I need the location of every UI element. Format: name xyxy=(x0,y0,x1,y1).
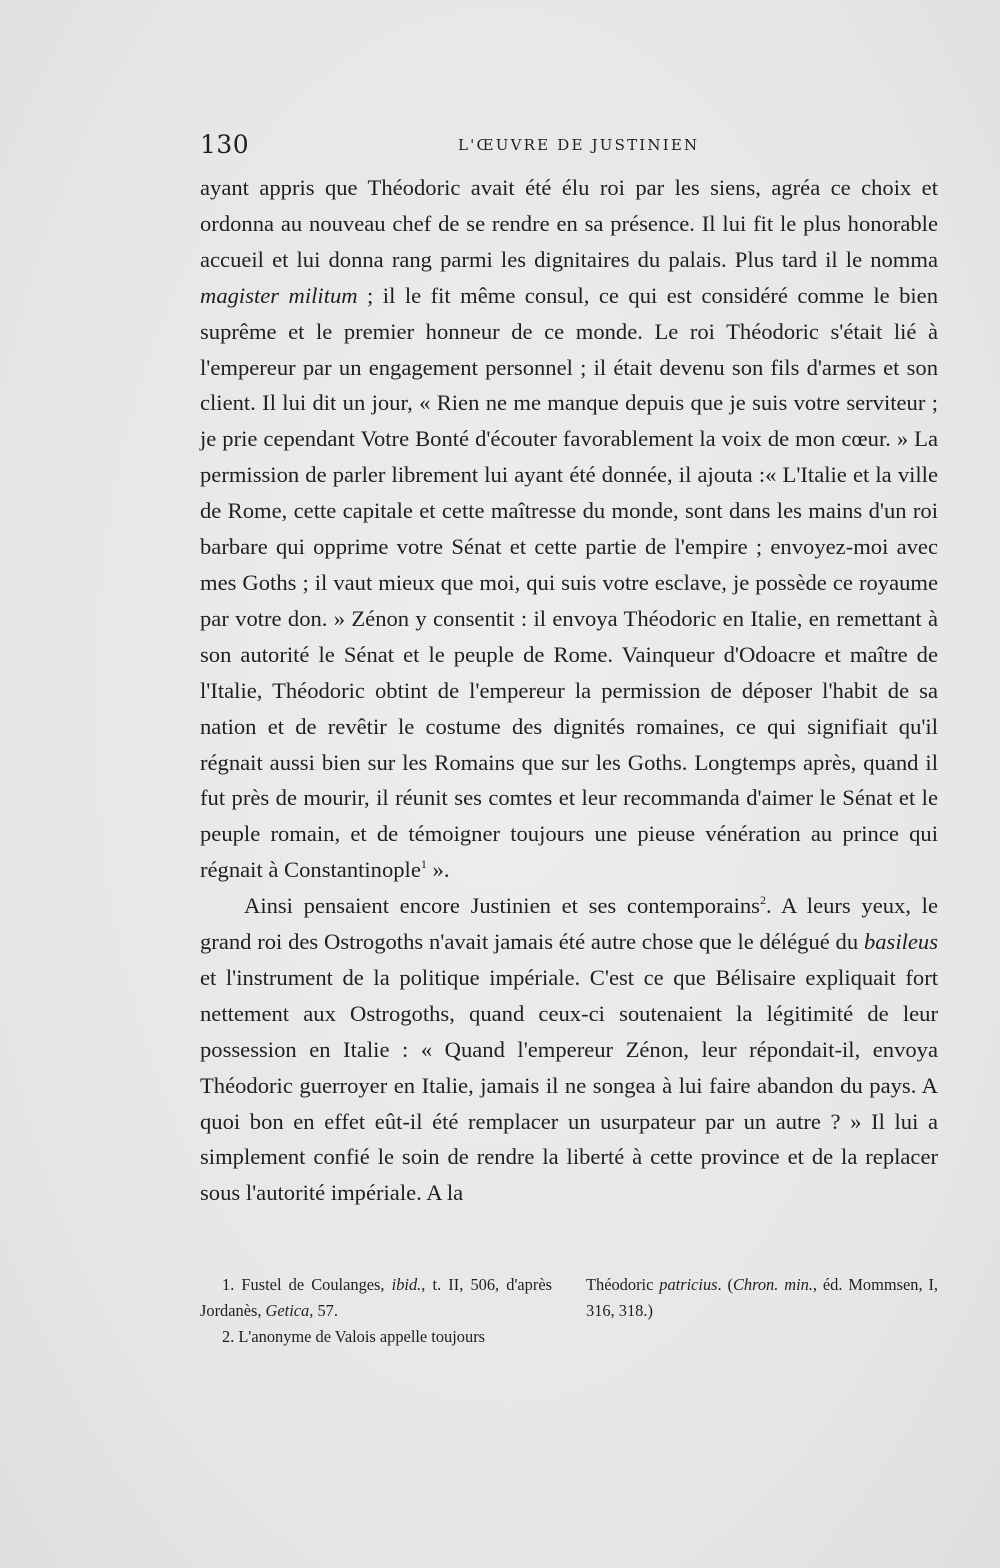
text-run: , éd. Mommsen, I, 316, 318.) xyxy=(586,1275,939,1320)
running-head: L'ŒUVRE DE JUSTINIEN xyxy=(458,136,700,154)
footnote-column-right xyxy=(586,1272,938,1350)
italic-term: magister militum xyxy=(200,282,358,308)
text-run: , t. II, 506, d'après Jordanès, xyxy=(200,1275,552,1320)
main-text xyxy=(200,170,938,1211)
page-number: 130 xyxy=(200,130,250,159)
italic-term: ibid. xyxy=(391,1275,422,1294)
text-run: ». xyxy=(426,857,450,883)
italic-term: Getica xyxy=(265,1301,310,1320)
footnote-2-continuation xyxy=(586,1272,938,1324)
italic-term: patricius xyxy=(659,1275,718,1294)
text-run: . ( xyxy=(717,1275,733,1294)
text-run: ; il le fit même consul, ce qui est considéré comme le bien suprême et le premier honneur de ce monde. Le roi Théodoric s'était lié à l'empereur par un engagement personnel ; il était devenu son fils d'armes et son client. Il lui dit un jour, « Rien ne me manque depuis que je suis votre serviteur ; je prie cependant Votre Bonté d'écouter favorablement la voix de mon cœur. » La permission de parler librement lui ayant été donnée, il ajouta :« L'Italie et la ville de Rome, cette capitale et cette maîtresse du monde, sont dans les mains d'un roi barbare qui opprime votre Sénat et cette partie de l'empire ; envoyez-moi avec mes Goths ; il vaut mieux que moi, qui suis votre esclave, je possède ce royaume par votre don. » Zénon y consentit : il envoya Théodoric en Italie, en remettant à son autorité le Sénat et le peuple de Rome. Vainqueur d'Odoacre et maître de l'Italie, Théodoric obtint de l'empereur la permission de déposer l'habit de sa nation et de revêtir le costume des dignités romaines, ce qui signifiait qu'il régnait aussi bien sur les Romains que sur les Goths. Longtemps après, quand il fut près de mourir, il réunit ses comtes et leur recommanda d'aimer le Sénat et le peuple romain, et de témoigner toujours une pieuse vénération au prince qui régnait à Constantinople xyxy=(200,282,939,883)
text-run: Ainsi pensaient encore Justinien et ses contemporains xyxy=(244,893,760,919)
italic-term: basileus xyxy=(863,929,938,955)
footnote-1 xyxy=(200,1272,552,1324)
text-run: Théodoric xyxy=(586,1275,660,1294)
footnote-ref-2: 2 xyxy=(759,893,766,908)
footnotes xyxy=(200,1272,938,1350)
footnote-ref-1: 1 xyxy=(420,857,427,872)
text-run: 2. L'anonyme de Valois appelle toujours xyxy=(222,1327,486,1346)
text-run: 1. Fustel de Coulanges, xyxy=(222,1275,392,1294)
text-run: , 57. xyxy=(309,1301,338,1320)
footnote-2 xyxy=(200,1324,552,1350)
paragraph-1 xyxy=(200,170,938,888)
text-run: et l'instrument de la politique impériale. C'est ce que Bélisaire expliquait fort nettement aux Ostrogoths, quand ceux-ci soutenaient la légitimité de leur possession en Italie : « Quand l'empereur Zénon, leur répondait-il, envoya Théodoric guerroyer en Italie, jamais il ne songea à lui faire abandon du pays. A quoi bon en effet eût-il été remplacer un usurpateur par un autre ? » Il lui a simplement confié le soin de rendre la liberté à cette province et de la replacer sous l'autorité impériale. A la xyxy=(200,964,938,1206)
paragraph-2 xyxy=(200,888,938,1211)
footnote-column-left xyxy=(200,1272,552,1350)
text-run: ayant appris que Théodoric avait été élu roi par les siens, agréa ce choix et ordonna au nouveau chef de se rendre en sa présence. Il lui fit le plus honorable accueil et lui donna rang parmi les dignitaires du palais. Plus tard il le nomma xyxy=(200,175,938,272)
italic-term: Chron. min. xyxy=(732,1275,813,1294)
page-header xyxy=(200,130,940,160)
text-run: . A leurs yeux, le grand roi des Ostrogoths n'avait jamais été autre chose que le délégué du xyxy=(200,893,938,955)
